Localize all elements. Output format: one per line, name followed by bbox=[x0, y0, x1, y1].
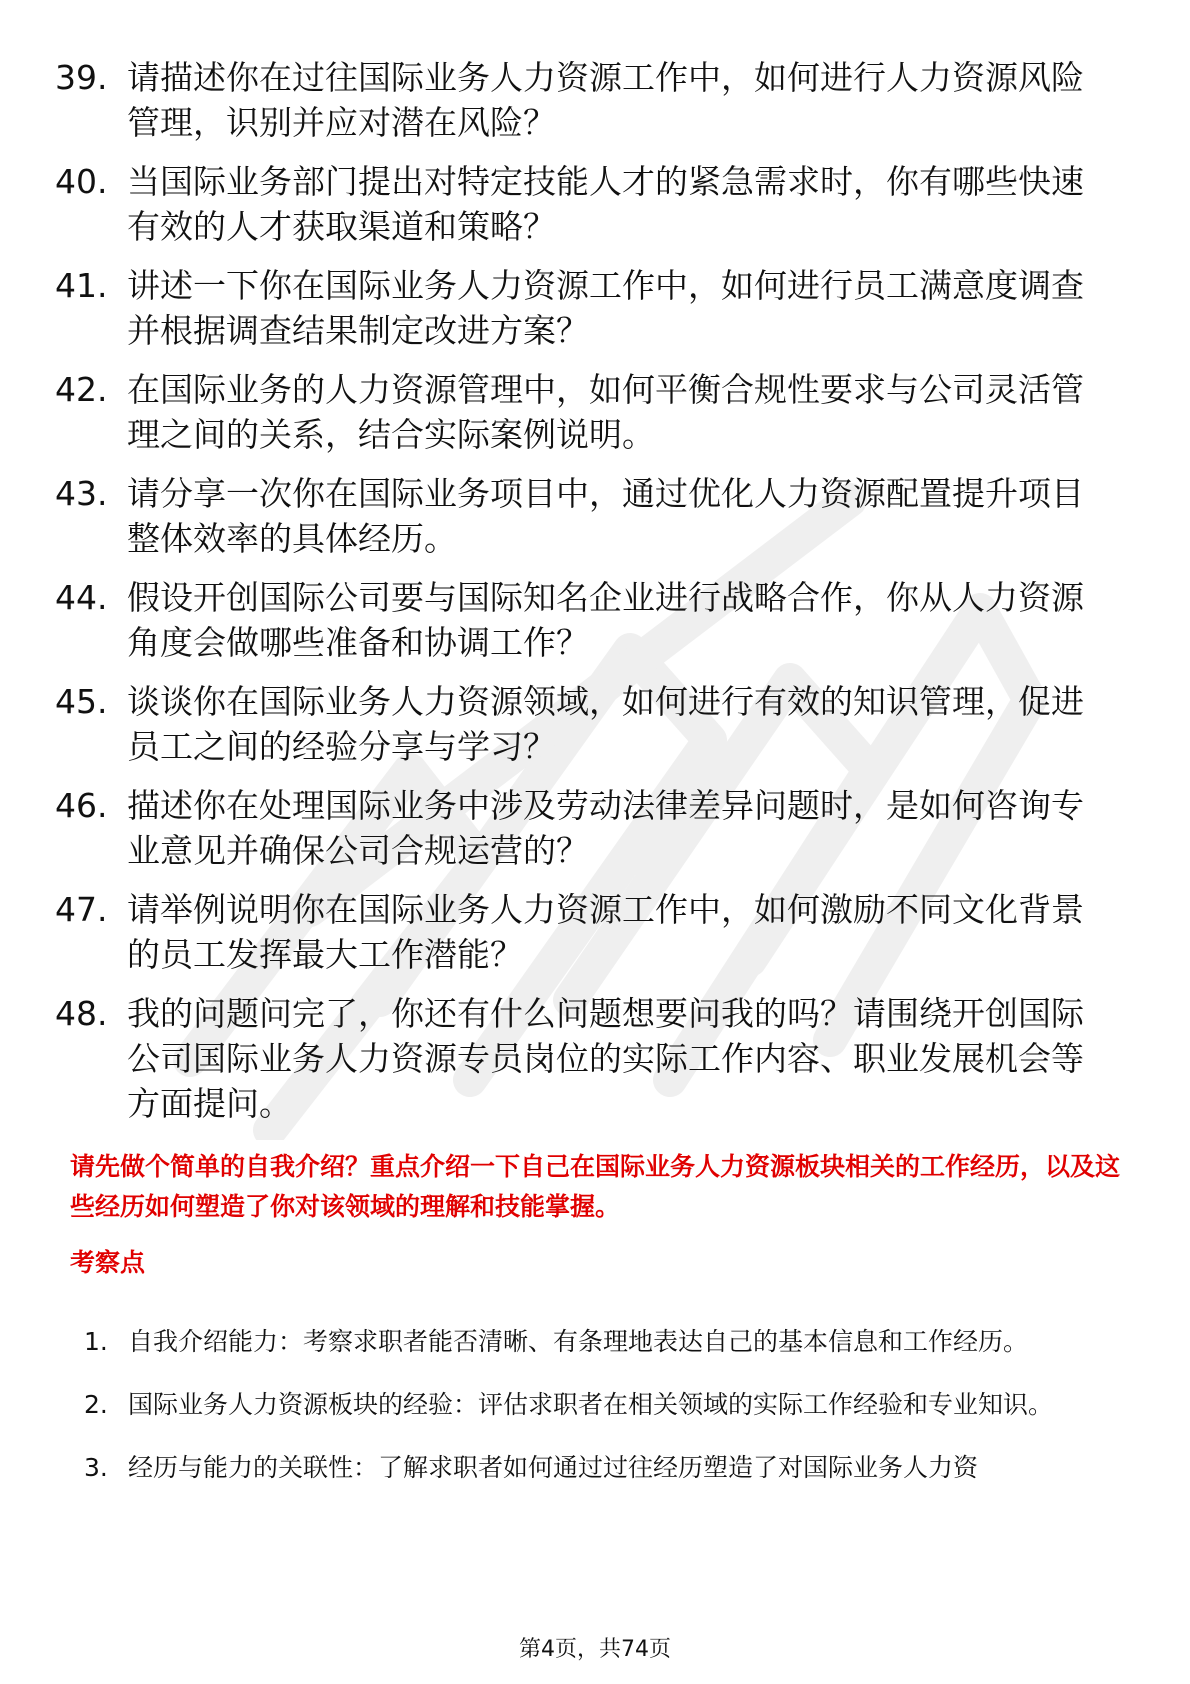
question-text: 请举例说明你在国际业务人力资源工作中，如何激励不同文化背景的员工发挥最大工作潜能？ bbox=[127, 890, 1084, 974]
point-number: 3. bbox=[84, 1453, 108, 1482]
question-text: 讲述一下你在国际业务人力资源工作中，如何进行员工满意度调查并根据调查结果制定改进方案？ bbox=[127, 266, 1084, 350]
question-item bbox=[55, 55, 1115, 145]
question-text: 在国际业务的人力资源管理中，如何平衡合规性要求与公司灵活管理之间的关系，结合实际案例说明。 bbox=[127, 370, 1084, 454]
page-number-footer: 第4页，共74页 bbox=[519, 1637, 671, 1662]
question-item bbox=[55, 991, 1115, 1126]
evaluation-point bbox=[80, 1373, 1120, 1436]
question-item bbox=[55, 159, 1115, 249]
question-item bbox=[55, 471, 1115, 561]
question-number: 48. bbox=[55, 994, 108, 1033]
question-text: 当国际业务部门提出对特定技能人才的紧急需求时，你有哪些快速有效的人才获取渠道和策略？ bbox=[127, 162, 1084, 246]
question-item bbox=[55, 575, 1115, 665]
question-text: 请描述你在过往国际业务人力资源工作中，如何进行人力资源风险管理，识别并应对潜在风险？ bbox=[127, 58, 1084, 142]
point-number: 1. bbox=[84, 1327, 108, 1356]
question-number: 45. bbox=[55, 682, 108, 721]
question-item bbox=[55, 263, 1115, 353]
point-text: 自我介绍能力：考察求职者能否清晰、有条理地表达自己的基本信息和工作经历。 bbox=[128, 1327, 1029, 1356]
highlighted-question: 请先做个简单的自我介绍？重点介绍一下自己在国际业务人力资源板块相关的工作经历，以及这些经历如何塑造了你对该领域的理解和技能掌握。 bbox=[70, 1152, 1121, 1221]
question-text: 我的问题问完了，你还有什么问题想要问我的吗？请围绕开创国际公司国际业务人力资源专员岗位的实际工作内容、职业发展机会等方面提问。 bbox=[127, 994, 1084, 1123]
question-number: 43. bbox=[55, 474, 108, 513]
question-number: 47. bbox=[55, 890, 108, 929]
question-item bbox=[55, 887, 1115, 977]
question-text: 谈谈你在国际业务人力资源领域，如何进行有效的知识管理，促进员工之间的经验分享与学习？ bbox=[127, 682, 1084, 766]
question-number: 39. bbox=[55, 58, 108, 97]
question-text: 描述你在处理国际业务中涉及劳动法律差异问题时，是如何咨询专业意见并确保公司合规运营的？ bbox=[127, 786, 1084, 870]
evaluation-point-list bbox=[80, 1310, 1120, 1499]
evaluation-point bbox=[80, 1310, 1120, 1373]
section-heading: 考察点 bbox=[70, 1248, 146, 1277]
question-text: 请分享一次你在国际业务项目中，通过优化人力资源配置提升项目整体效率的具体经历。 bbox=[127, 474, 1084, 558]
question-text: 假设开创国际公司要与国际知名企业进行战略合作，你从人力资源角度会做哪些准备和协调工作？ bbox=[127, 578, 1084, 662]
point-text: 经历与能力的关联性：了解求职者如何通过过往经历塑造了对国际业务人力资 bbox=[128, 1453, 979, 1482]
question-number: 40. bbox=[55, 162, 108, 201]
question-number: 44. bbox=[55, 578, 108, 617]
interview-question-list bbox=[55, 55, 1115, 1140]
question-number: 41. bbox=[55, 266, 108, 305]
question-item bbox=[55, 367, 1115, 457]
question-item bbox=[55, 679, 1115, 769]
question-item bbox=[55, 783, 1115, 873]
point-number: 2. bbox=[84, 1390, 108, 1419]
question-number: 42. bbox=[55, 370, 108, 409]
question-number: 46. bbox=[55, 786, 108, 825]
evaluation-point bbox=[80, 1436, 1120, 1499]
point-text: 国际业务人力资源板块的经验：评估求职者在相关领域的实际工作经验和专业知识。 bbox=[128, 1390, 1054, 1419]
